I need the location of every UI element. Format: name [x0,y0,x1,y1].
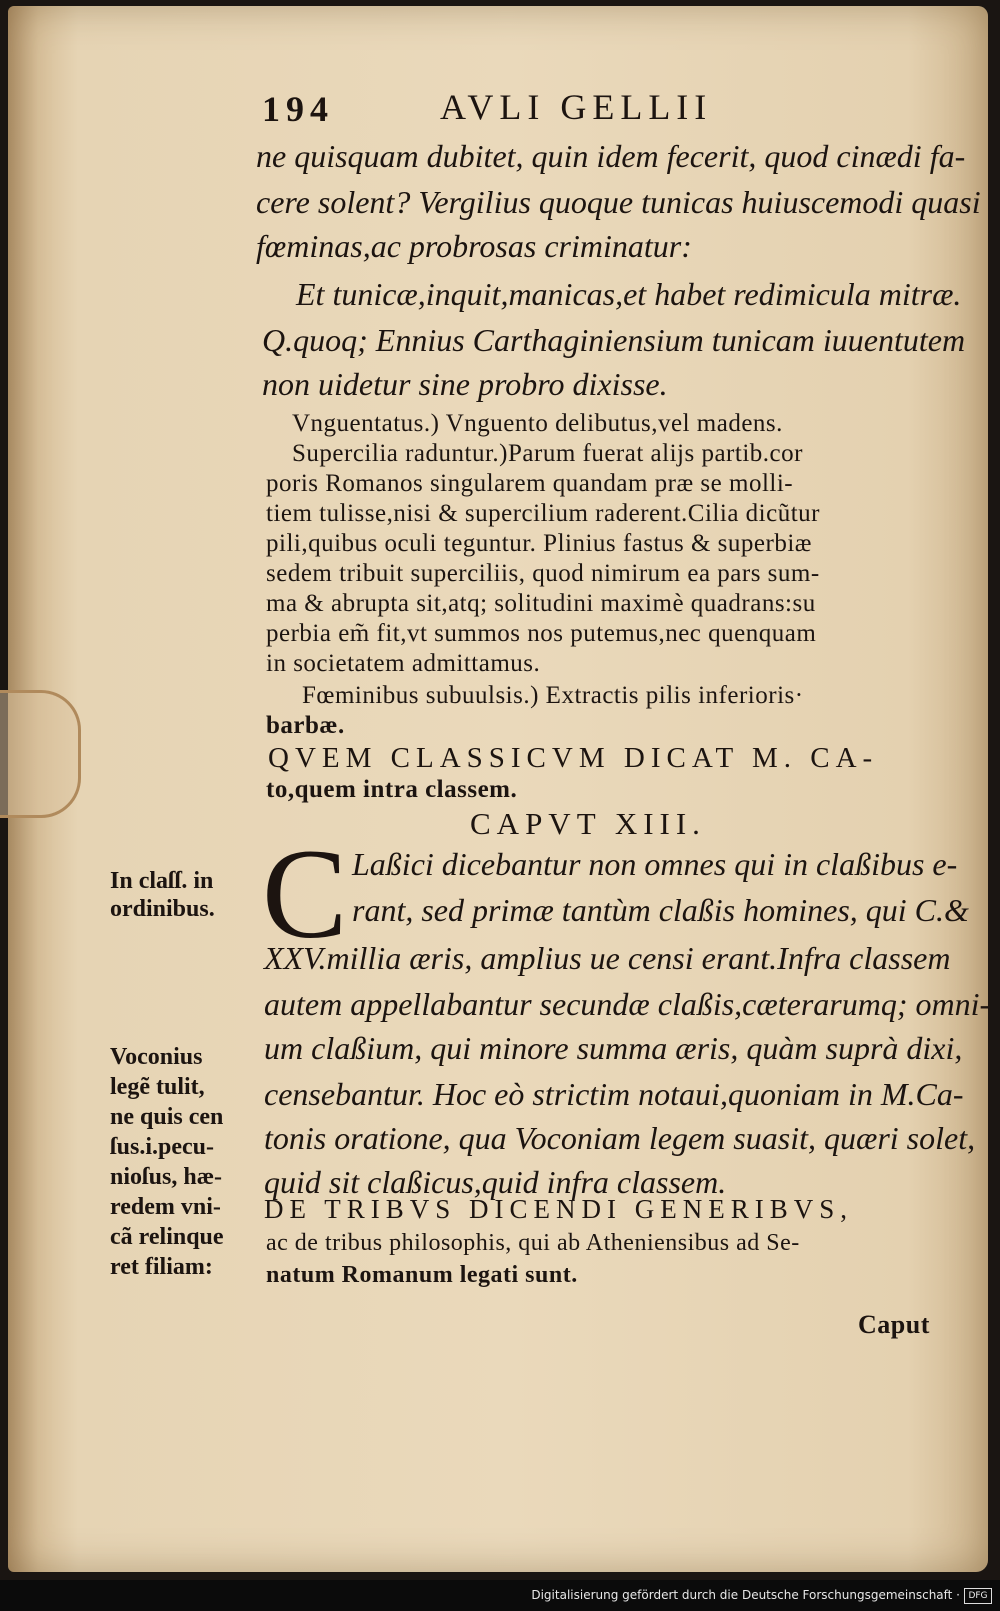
body-line: ne quisquam dubitet, quin idem fecerit, quod cinædi fa- [256,138,966,174]
body-line: fœminas,ac probrosas criminatur: [256,228,692,264]
chapter-line: tonis oratione, qua Voconiam legem suasit, quæri solet, [264,1120,976,1156]
digitization-credit: Digitalisierung gefördert durch die Deutsche Forschungsgemeinschaft · [531,1588,960,1602]
margin-note-line: ne quis cen [110,1104,224,1130]
note-line: barbæ. [266,712,345,739]
next-chapter-title: DE TRIBVS DICENDI GENERIBVS, [264,1194,854,1224]
margin-note-line: ret filiam: [110,1254,213,1280]
margin-note-line: redem vni- [110,1194,221,1220]
margin-note-line: nioſus, hæ- [110,1164,223,1190]
note-line: in societatem admittamus. [266,650,541,677]
chapter-line: rant, sed primæ tantùm claßis homines, qui C.& [352,892,969,928]
chapter-title: QVEM CLASSICVM DICAT M. CA- [268,742,879,774]
body-line: Q.quoq; Ennius Carthaginiensium tunicam iuuentutem [262,322,966,358]
chapter-title-cont: to,quem intra classem. [266,776,518,803]
chapter-number: CAPVT XIII. [470,806,706,841]
chapter-line: um claßium, qui minore summa æris, quàm suprà dixi, [264,1030,963,1066]
chapter-line: XXV.millia æris, amplius ue censi erant.Infra classem [264,940,951,976]
margin-note-line: cã relinque [110,1224,224,1250]
chapter-line: Laßici dicebantur non omnes qui in claßibus e- [352,846,958,882]
note-line: sedem tribuit superciliis, quod nimirum ea pars sum- [266,560,820,587]
book-clasp-tab [0,690,81,818]
chapter-line: censebantur. Hoc eò strictim notaui,quoniam in M.Ca- [264,1076,964,1112]
note-line: poris Romanos singularem quandam præ se molli- [266,470,794,497]
catchword: Caput [858,1310,930,1339]
note-line: Fœminibus subuulsis.) Extractis pilis inferioris· [302,682,804,709]
chapter-line: quid sit claßicus,quid infra classem. [264,1164,727,1200]
note-line: perbia em̃ fit,vt summos nos putemus,nec quenquam [266,620,817,647]
body-line: non uidetur sine probro dixisse. [262,366,668,402]
verse-line: Et tunicæ,inquit,manicas,et habet redimicula mitræ. [296,276,962,312]
note-line: Vnguentatus.) Vnguento delibutus,vel madens. [292,410,783,437]
note-line: Supercilia raduntur.)Parum fuerat alijs partib.cor [292,440,803,467]
margin-note-line: Voconius [110,1044,203,1070]
note-line: pili,quibus oculi teguntur. Plinius fastus & superbiæ [266,530,812,557]
note-line: tiem tulisse,nisi & supercilium raderent.Cilia dicũtur [266,500,820,527]
next-chapter-title-cont: natum Romanum legati sunt. [266,1262,578,1288]
margin-note-line: ſus.i.pecu- [110,1134,215,1160]
chapter-line: autem appellabantur secundæ claßis,cæterarumq; omni- [264,986,991,1022]
page-number: 194 [262,89,334,129]
body-line: cere solent? Vergilius quoque tunicas huiuscemodi quasi [256,184,981,220]
margin-note-line: legẽ tulit, [110,1074,205,1100]
next-chapter-title-cont: ac de tribus philosophis, qui ab Atheniensibus ad Se- [266,1230,800,1256]
margin-note-line: ordinibus. [110,896,215,922]
note-line: ma & abrupta sit,atq; solitudini maximè quadrans:su [266,590,816,617]
drop-cap: C [262,823,348,965]
dfg-logo-icon: DFG [964,1588,992,1604]
margin-note-line: In claſſ. in [110,868,214,894]
running-title: AVLI GELLII [440,87,713,127]
